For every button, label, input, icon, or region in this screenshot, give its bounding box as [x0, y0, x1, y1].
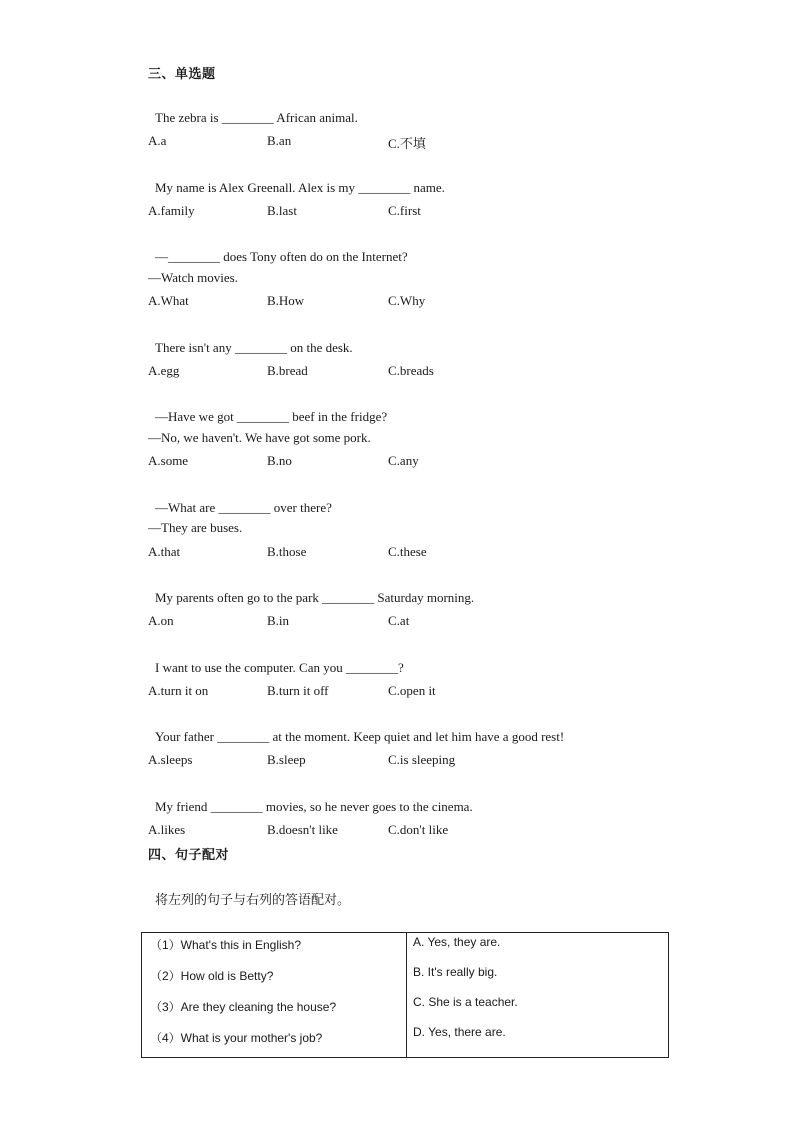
q8-option-b: B.turn it off: [267, 683, 329, 698]
q6-option-c: C.these: [388, 544, 427, 559]
right-answer-c: C. She is a teacher.: [413, 995, 518, 1009]
q2-option-c: C.first: [388, 203, 421, 218]
q10-option-b: B.doesn't like: [267, 822, 338, 837]
section-4-title: 四、句子配对: [148, 848, 230, 863]
left-sentence-1: （1）What's this in English?: [150, 938, 302, 952]
q7-option-c: C.at: [388, 613, 410, 628]
section-4-instruction: 将左列的句子与右列的答语配对。: [155, 893, 351, 908]
q4-option-c: C.breads: [388, 363, 434, 378]
q2-option-a: A.family: [148, 203, 195, 218]
right-answer-a: A. Yes, they are.: [413, 935, 501, 949]
q10-option-c: C.don't like: [388, 822, 449, 837]
q9-option-b: B.sleep: [267, 752, 306, 767]
q1-stem: The zebra is ________ African animal.: [155, 110, 358, 125]
q7-option-a: A.on: [148, 613, 174, 628]
q3-reply: —Watch movies.: [148, 270, 238, 285]
q6-stem: —What are ________ over there?: [155, 500, 332, 515]
q5-reply: —No, we haven't. We have got some pork.: [148, 430, 371, 445]
q3-option-b: B.How: [267, 293, 305, 308]
q5-stem: —Have we got ________ beef in the fridge?: [155, 409, 388, 424]
right-answer-b: B. It's really big.: [413, 965, 498, 979]
section-3-title: 三、单选题: [148, 67, 216, 82]
q2-stem: My name is Alex Greenall. Alex is my ________ name.: [155, 180, 445, 195]
q6-option-a: A.that: [148, 544, 181, 559]
q1-option-b: B.an: [267, 133, 292, 148]
left-sentence-3: （3）Are they cleaning the house?: [150, 1000, 337, 1014]
q10-stem: My friend ________ movies, so he never goes to the cinema.: [155, 799, 473, 814]
q8-stem: I want to use the computer. Can you ________?: [155, 660, 404, 675]
q6-reply: —They are buses.: [148, 520, 243, 535]
q1-option-a: A.a: [148, 133, 167, 148]
q1-option-c: C.不填: [388, 136, 426, 151]
q4-option-a: A.egg: [148, 363, 180, 378]
q7-stem: My parents often go to the park ________ Saturday morning.: [155, 590, 475, 605]
q4-option-b: B.bread: [267, 363, 308, 378]
q5-option-a: A.some: [148, 453, 189, 468]
q2-option-b: B.last: [267, 203, 297, 218]
q3-option-c: C.Why: [388, 293, 426, 308]
table-divider: [406, 933, 407, 1057]
q3-option-a: A.What: [148, 293, 189, 308]
q5-option-b: B.no: [267, 453, 292, 468]
q9-option-c: C.is sleeping: [388, 752, 456, 767]
right-answer-d: D. Yes, there are.: [413, 1025, 506, 1039]
left-sentence-2: （2）How old is Betty?: [150, 969, 274, 983]
q10-option-a: A.likes: [148, 822, 186, 837]
q6-option-b: B.those: [267, 544, 307, 559]
q3-stem: —________ does Tony often do on the Internet?: [155, 249, 408, 264]
q8-option-a: A.turn it on: [148, 683, 209, 698]
left-sentence-4: （4）What is your mother's job?: [150, 1031, 323, 1045]
q5-option-c: C.any: [388, 453, 419, 468]
q8-option-c: C.open it: [388, 683, 436, 698]
q7-option-b: B.in: [267, 613, 290, 628]
q4-stem: There isn't any ________ on the desk.: [155, 340, 353, 355]
q9-stem: Your father ________ at the moment. Keep quiet and let him have a good rest!: [155, 729, 565, 744]
matching-table: [141, 932, 669, 1058]
q9-option-a: A.sleeps: [148, 752, 193, 767]
